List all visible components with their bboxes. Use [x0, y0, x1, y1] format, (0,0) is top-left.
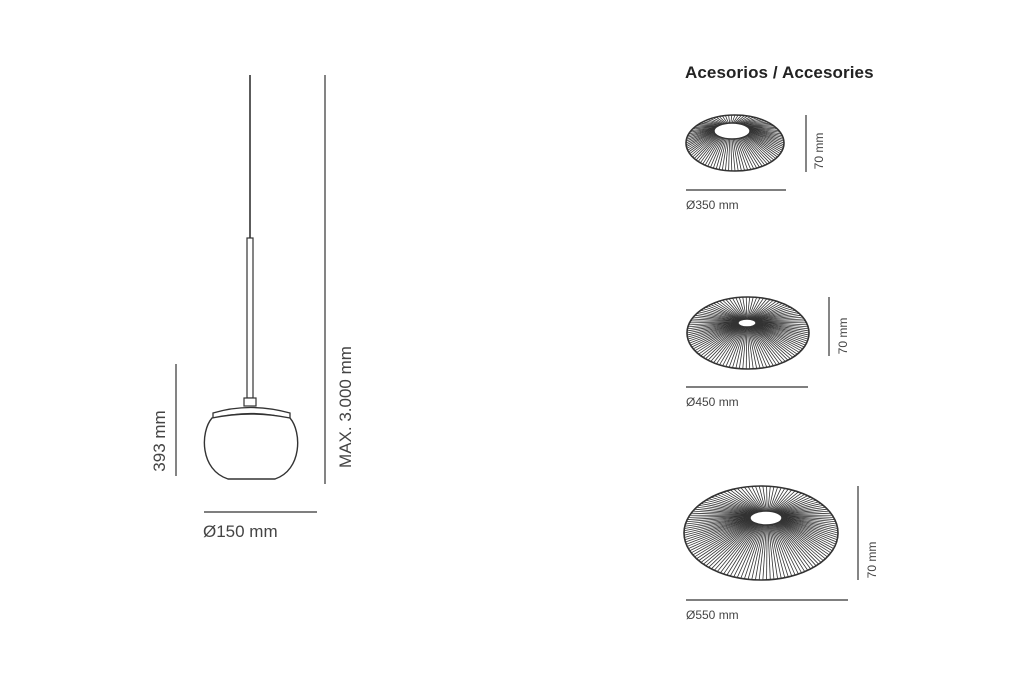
accessory-diameter-label: Ø450 mm — [686, 395, 739, 409]
accessory-550 — [684, 486, 879, 622]
accessory-diameter-label: Ø350 mm — [686, 198, 739, 212]
lamp-collar — [244, 398, 256, 406]
accessory-height-label: 70 mm — [812, 132, 826, 170]
accessories-title: Acesorios / Accesories — [685, 63, 874, 82]
accessory-diameter-label: Ø550 mm — [686, 608, 739, 622]
lamp-globe — [204, 414, 297, 479]
accessory-height-label: 70 mm — [836, 317, 850, 355]
pendant-lamp — [150, 75, 355, 541]
accessory-shade-450 — [687, 297, 809, 369]
accessory-shade-550 — [684, 486, 838, 580]
diameter-label: Ø150 mm — [203, 522, 278, 541]
accessory-350 — [686, 115, 826, 212]
max-length-label: MAX. 3.000 mm — [336, 346, 355, 468]
height-label: 393 mm — [150, 410, 169, 472]
accessory-450 — [686, 297, 850, 409]
accessory-height-label: 70 mm — [865, 541, 879, 579]
lamp-rod — [247, 238, 253, 398]
accessory-shade-350 — [686, 115, 784, 171]
